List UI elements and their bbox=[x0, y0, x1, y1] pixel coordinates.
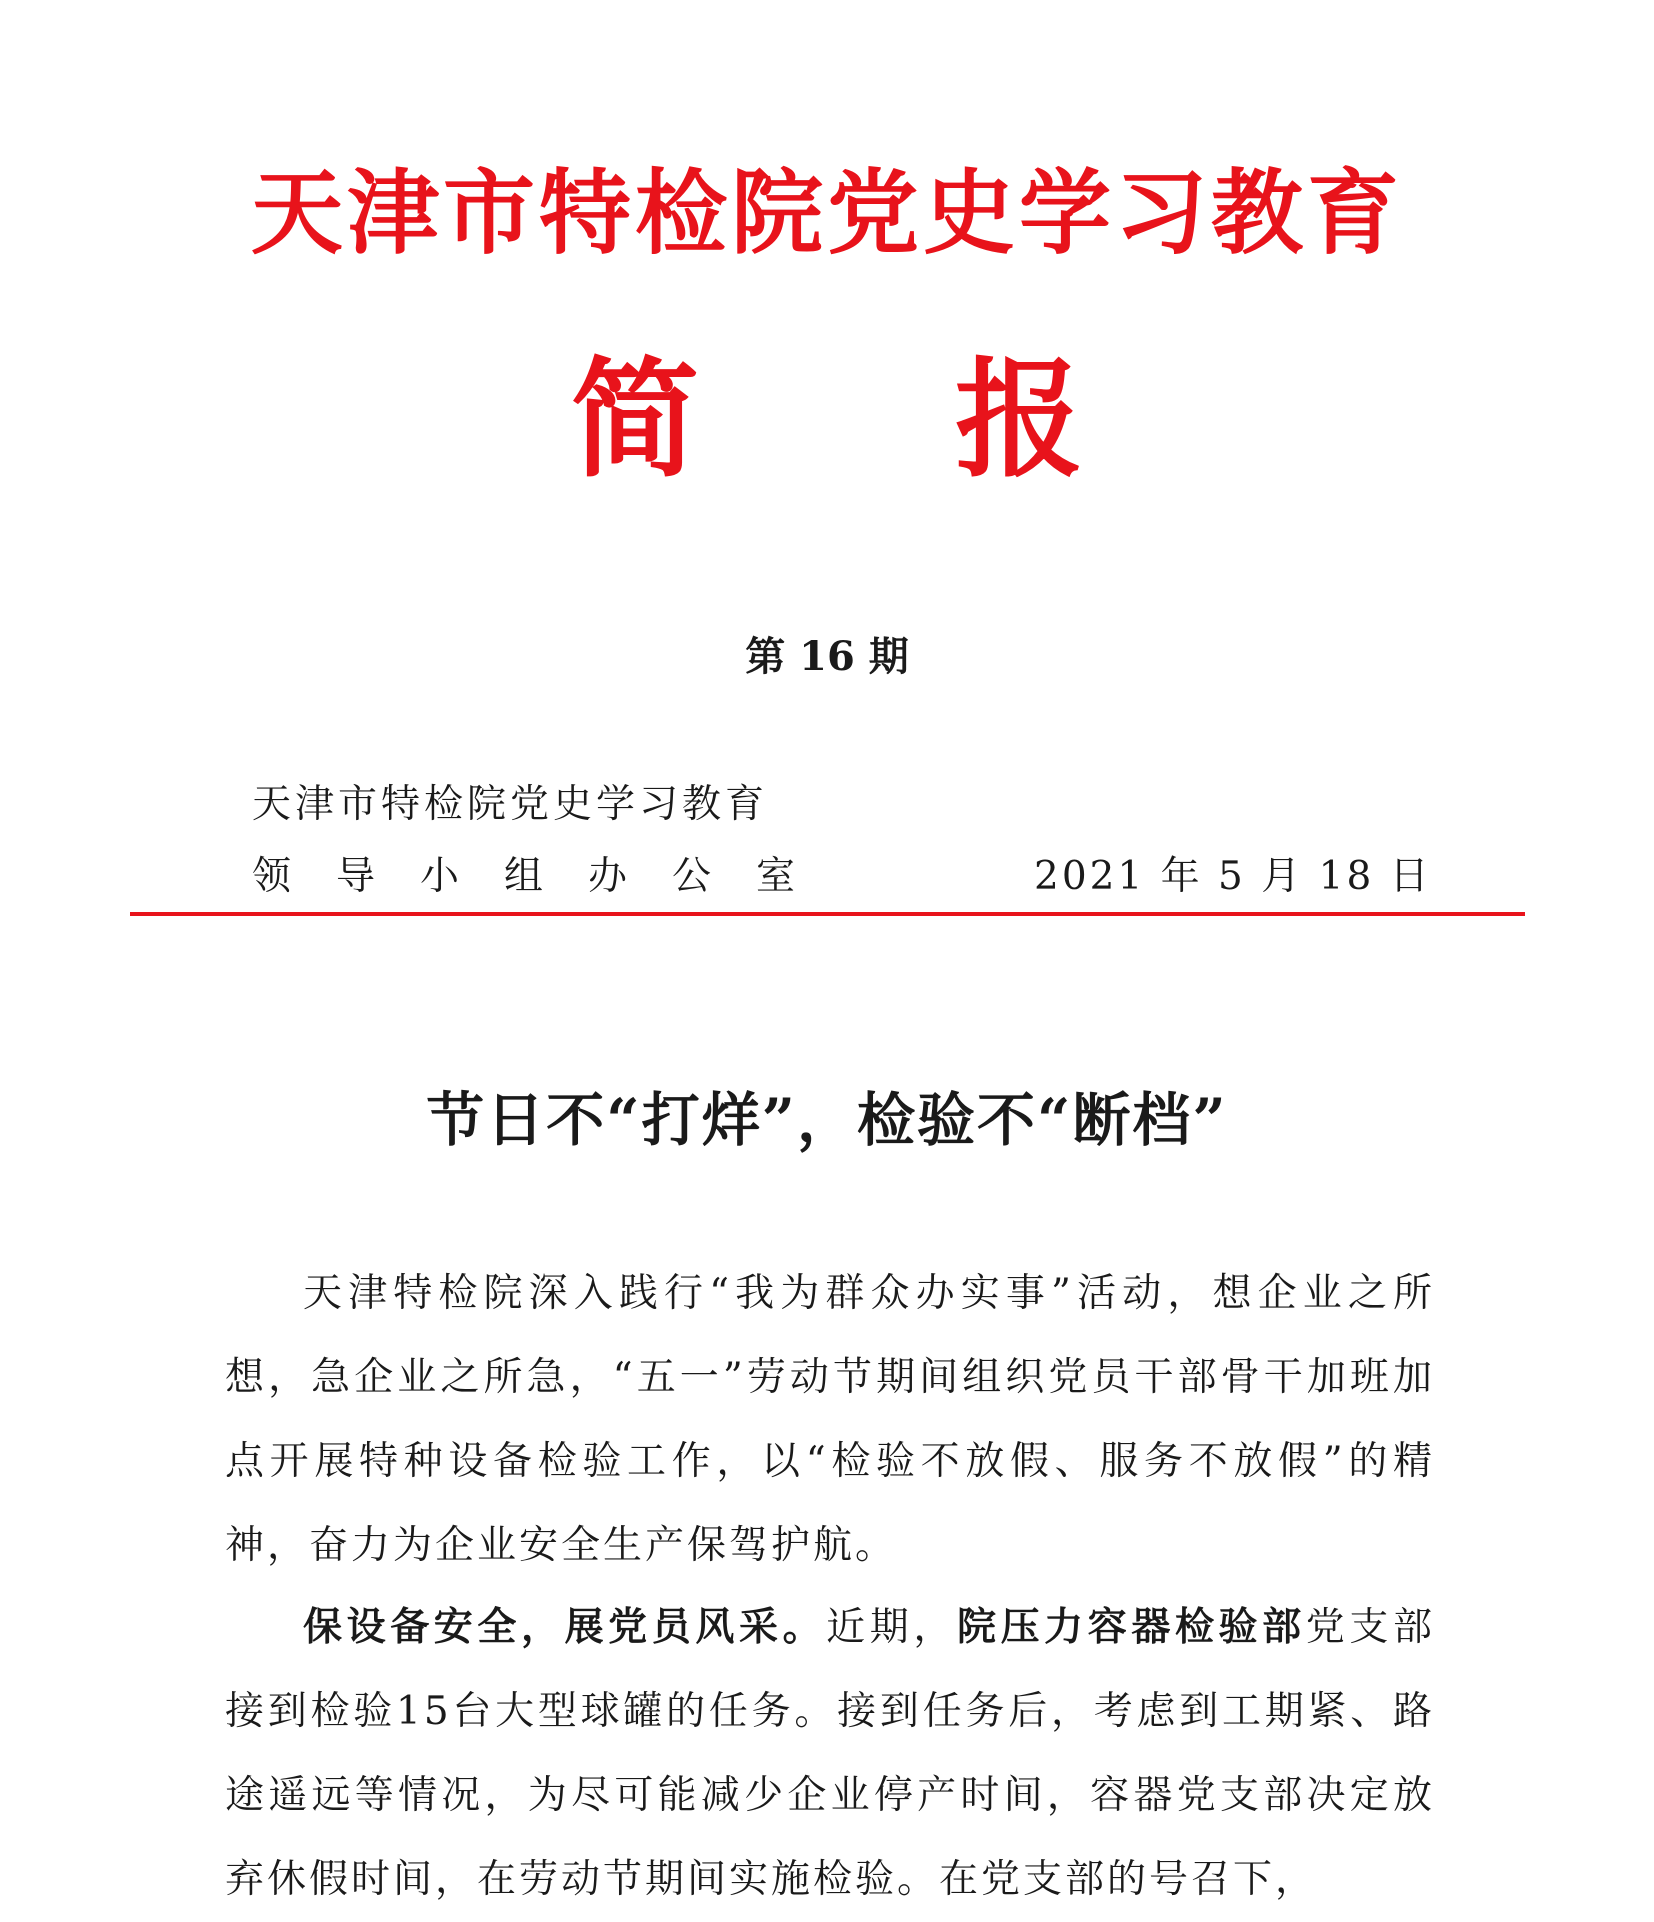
red-divider-line bbox=[130, 912, 1525, 916]
issue-date: 2021 年 5 月 18 日 bbox=[1034, 854, 1432, 899]
paragraph-lead-heading: 保设备安全，展党员风采。 bbox=[303, 1604, 827, 1650]
issuer-name-line2: 领导小组办公室 bbox=[252, 854, 841, 899]
paragraph-text-part1: 近期， bbox=[826, 1605, 957, 1650]
masthead-subtitle: 简 报 bbox=[570, 345, 1083, 495]
article-paragraph-1: 天津特检院深入践行“我为群众办实事”活动，想企业之所想，急企业之所急，“五一”劳动节期间组织党员干部骨干加班加点开展特种设备检验工作，以“检验不放假、服务不放假”的精神，奋力为企业安全生产保驾护航。 bbox=[225, 1271, 1435, 1568]
article-paragraph-2 bbox=[225, 1585, 1435, 1922]
paragraph-text-part2: 党支部接到检验15台大型球罐的任务。接到任务后，考虑到工期紧、路途遥远等情况，为尽可能减少企业停产时间，容器党支部决定放弃休假时间，在劳动节期间实施检验。在党支部的号召下， bbox=[225, 1605, 1435, 1902]
issue-number: 第 16 期 bbox=[745, 633, 909, 680]
department-name: 院压力容器检验部 bbox=[956, 1604, 1306, 1650]
article-headline: 节日不“打烊”，检验不“断档” bbox=[426, 1086, 1228, 1154]
issuer-name-line1: 天津市特检院党史学习教育 bbox=[252, 782, 769, 827]
masthead-title: 天津市特检院党史学习教育 bbox=[250, 159, 1403, 267]
